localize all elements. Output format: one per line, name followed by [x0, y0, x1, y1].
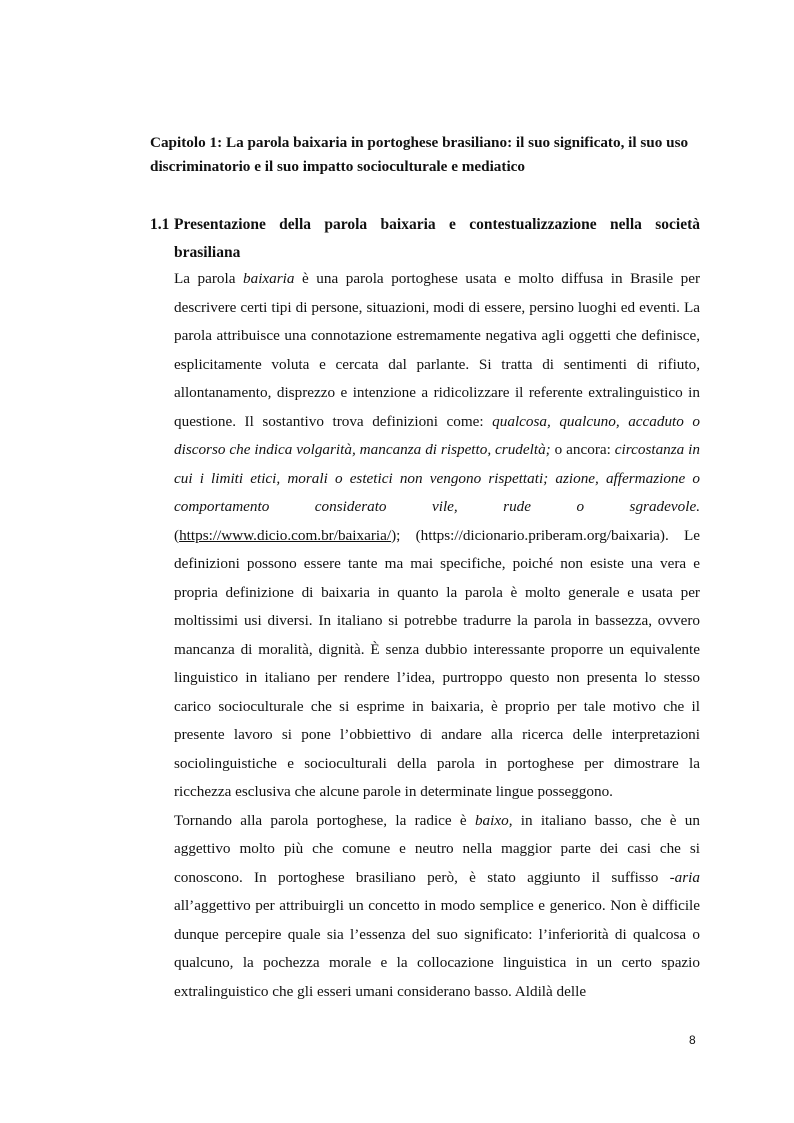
text-run: o ancora:: [550, 441, 615, 458]
italic-term: baixo: [474, 811, 509, 829]
italic-suffix: aria: [674, 868, 700, 886]
paragraph-1: [174, 265, 700, 807]
paragraph-2: [174, 807, 700, 1007]
body-text: [174, 265, 700, 1006]
page-number: 8: [689, 1033, 696, 1047]
dicio-link[interactable]: https://www.dicio.com.br/baixaria/: [179, 526, 392, 544]
text-run: La parola: [174, 270, 244, 287]
section-number: 1.1: [150, 216, 170, 233]
text-run: , in italiano basso, che è un aggettivo molto più che comune e neutro nella maggior parte dei casi che si conoscono. In portoghese brasiliano però, è stato aggiunto il suffisso -: [174, 811, 700, 886]
text-run: è una parola portoghese usata e molto diffusa in Brasile per descrivere certi tipi di persone, situazioni, modi di essere, persino luoghi ed eventi. La parola attribuisce una connotazione estremamente negativa agli oggetti che definisce, esplicitamente voluta e cercata dal parlante. Si tratta di sentimenti di rifiuto, allontanamento, disprezzo e intenzione a ridicolizzare il referente extralinguistico in questione. Il sostantivo trova definizioni come:: [174, 270, 700, 430]
italic-definition: qualcosa, qualcuno, accaduto o discorso che indica volgarità, mancanza di rispetto, crudeltà;: [174, 412, 700, 458]
italic-definition: circostanza in cui i limiti etici, morali o estetici non vengono rispettati; azione, affermazione o comportamento considerato vile, rude o sgradevole.: [174, 441, 700, 515]
text-run: all’aggettivo per attribuirgli un concetto in modo semplice e generico. Non è difficile dunque percepire quale sia l’essenza del suo significato: l’inferiorità di qualcosa o qualcuno, la pochezza morale e la collocazione linguistica in un certo spazio extralinguistico che gli esseri umani considerano basso. Aldilà delle: [174, 897, 700, 1000]
chapter-title: Capitolo 1: La parola baixaria in portoghese brasiliano: il suo significato, il suo uso discriminatorio e il suo impatto socioculturale e mediatico: [150, 134, 689, 175]
text-run: Tornando alla parola portoghese, la radice è: [174, 811, 475, 829]
section-title: Presentazione della parola baixaria e contestualizzazione nella società brasiliana: [174, 216, 700, 261]
italic-term: baixaria: [243, 270, 295, 287]
text-run: ); (https://dicionario.priberam.org/baixaria). Le definizioni possono essere tante ma mai specifiche, poiché non esiste una vera e propria definizione di baixaria in quanto la parola è molto generale e usata per moltissimi usi diversi. In italiano si potrebbe tradurre la parola in bassezza, ovvero mancanza di moralità, dignità. È senza dubbio interessante proporre un equivalente linguistico in italiano per rendere l’idea, purtroppo questo non presenta lo stesso carico socioculturale che si esprime in baixaria, è proprio per tale motivo che il presente lavoro si pone l’obbiettivo di andare alla ricerca delle interpretazioni sociolinguistiche e socioculturali della parola in portoghese per dimostrare la ricchezza esclusiva che alcune parole in determinate lingue posseggono.: [174, 526, 700, 800]
text-run: (: [174, 526, 180, 544]
